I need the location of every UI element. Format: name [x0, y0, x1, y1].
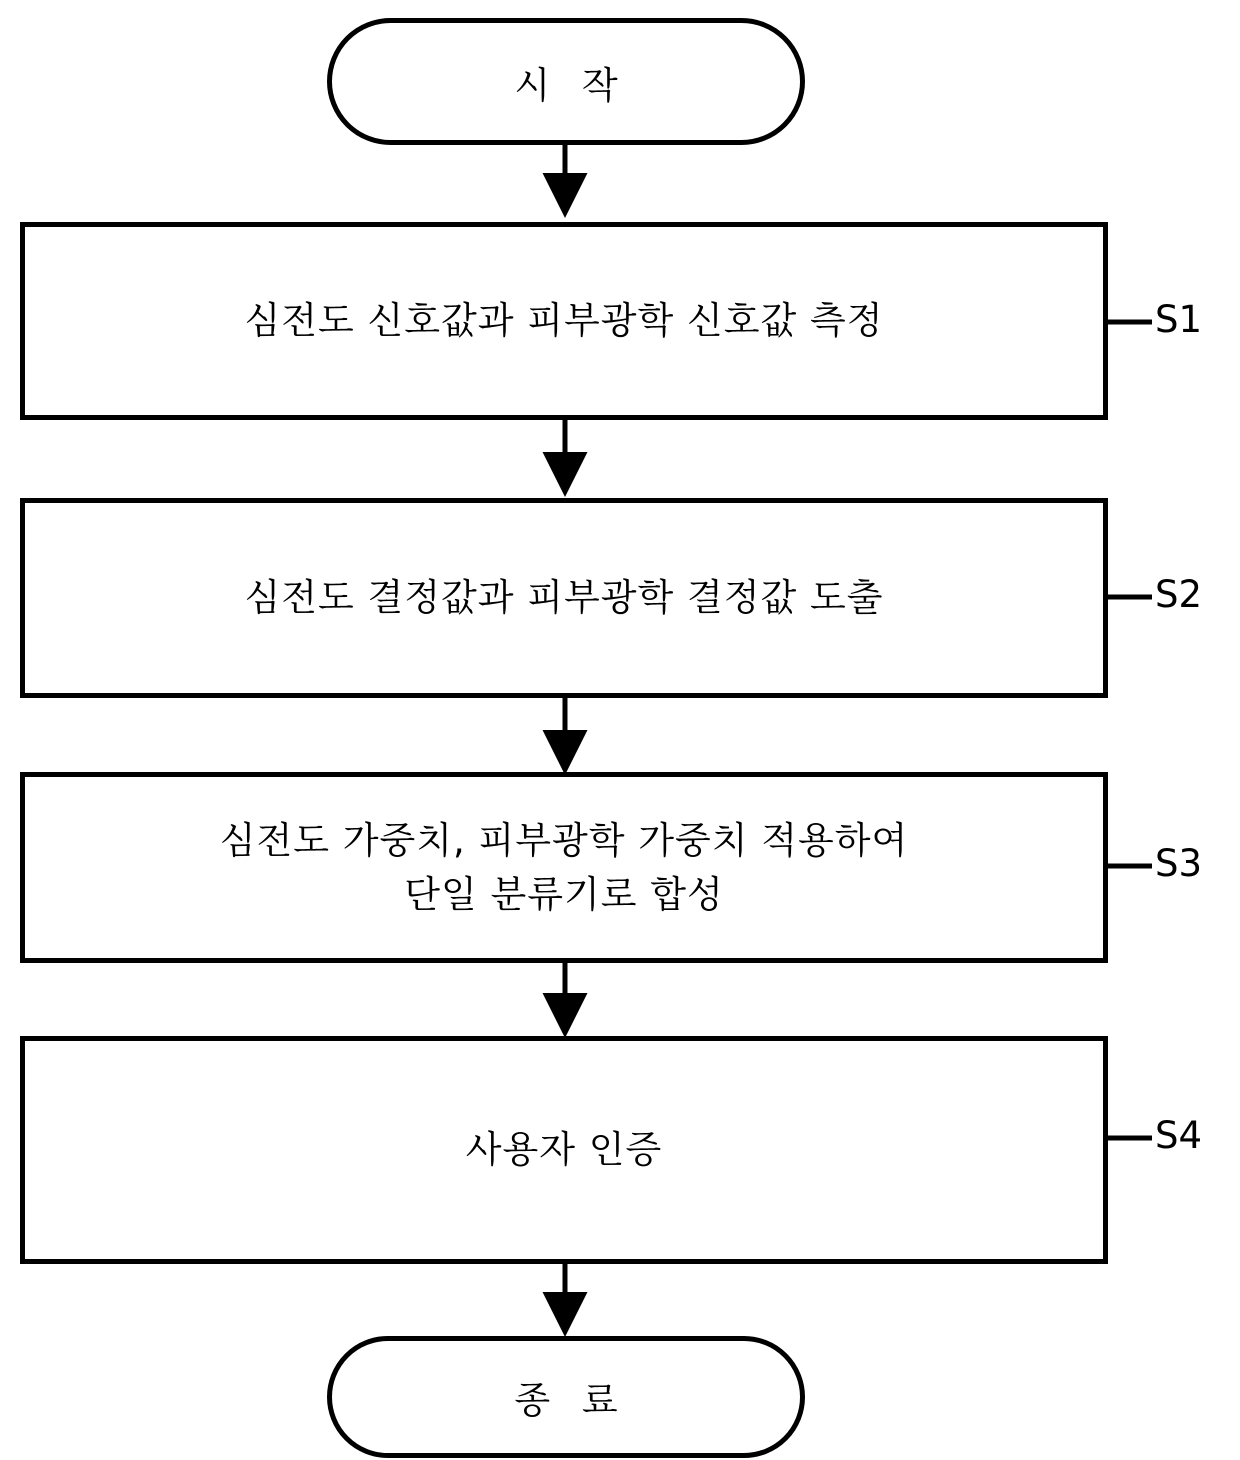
step-tag-s1-label: S1 [1155, 298, 1203, 341]
step-tag-s1 [1155, 298, 1202, 341]
node-end [327, 1336, 805, 1458]
step-tag-s2-label: S2 [1155, 573, 1203, 616]
node-s1-label: 심전도 신호값과 피부광학 신호값 측정 [244, 299, 884, 343]
node-start [327, 18, 805, 145]
node-s2 [20, 498, 1108, 698]
node-end-label: 종 료 [514, 1379, 628, 1422]
node-s1 [20, 222, 1108, 420]
step-tag-s3 [1155, 842, 1202, 885]
node-s4-label: 사용자 인증 [465, 1128, 663, 1172]
node-s2-label: 심전도 결정값과 피부광학 결정값 도출 [244, 576, 884, 620]
node-s3 [20, 772, 1108, 963]
node-s3-label: 심전도 가중치, 피부광학 가중치 적용하여 단일 분류기로 합성 [219, 818, 909, 916]
step-tag-s2 [1155, 573, 1202, 616]
node-start-label: 시 작 [514, 63, 628, 107]
step-tag-s3-label: S3 [1155, 842, 1203, 885]
node-s4 [20, 1036, 1108, 1264]
step-tag-s4-label: S4 [1155, 1114, 1203, 1157]
step-tag-s4 [1155, 1114, 1202, 1157]
